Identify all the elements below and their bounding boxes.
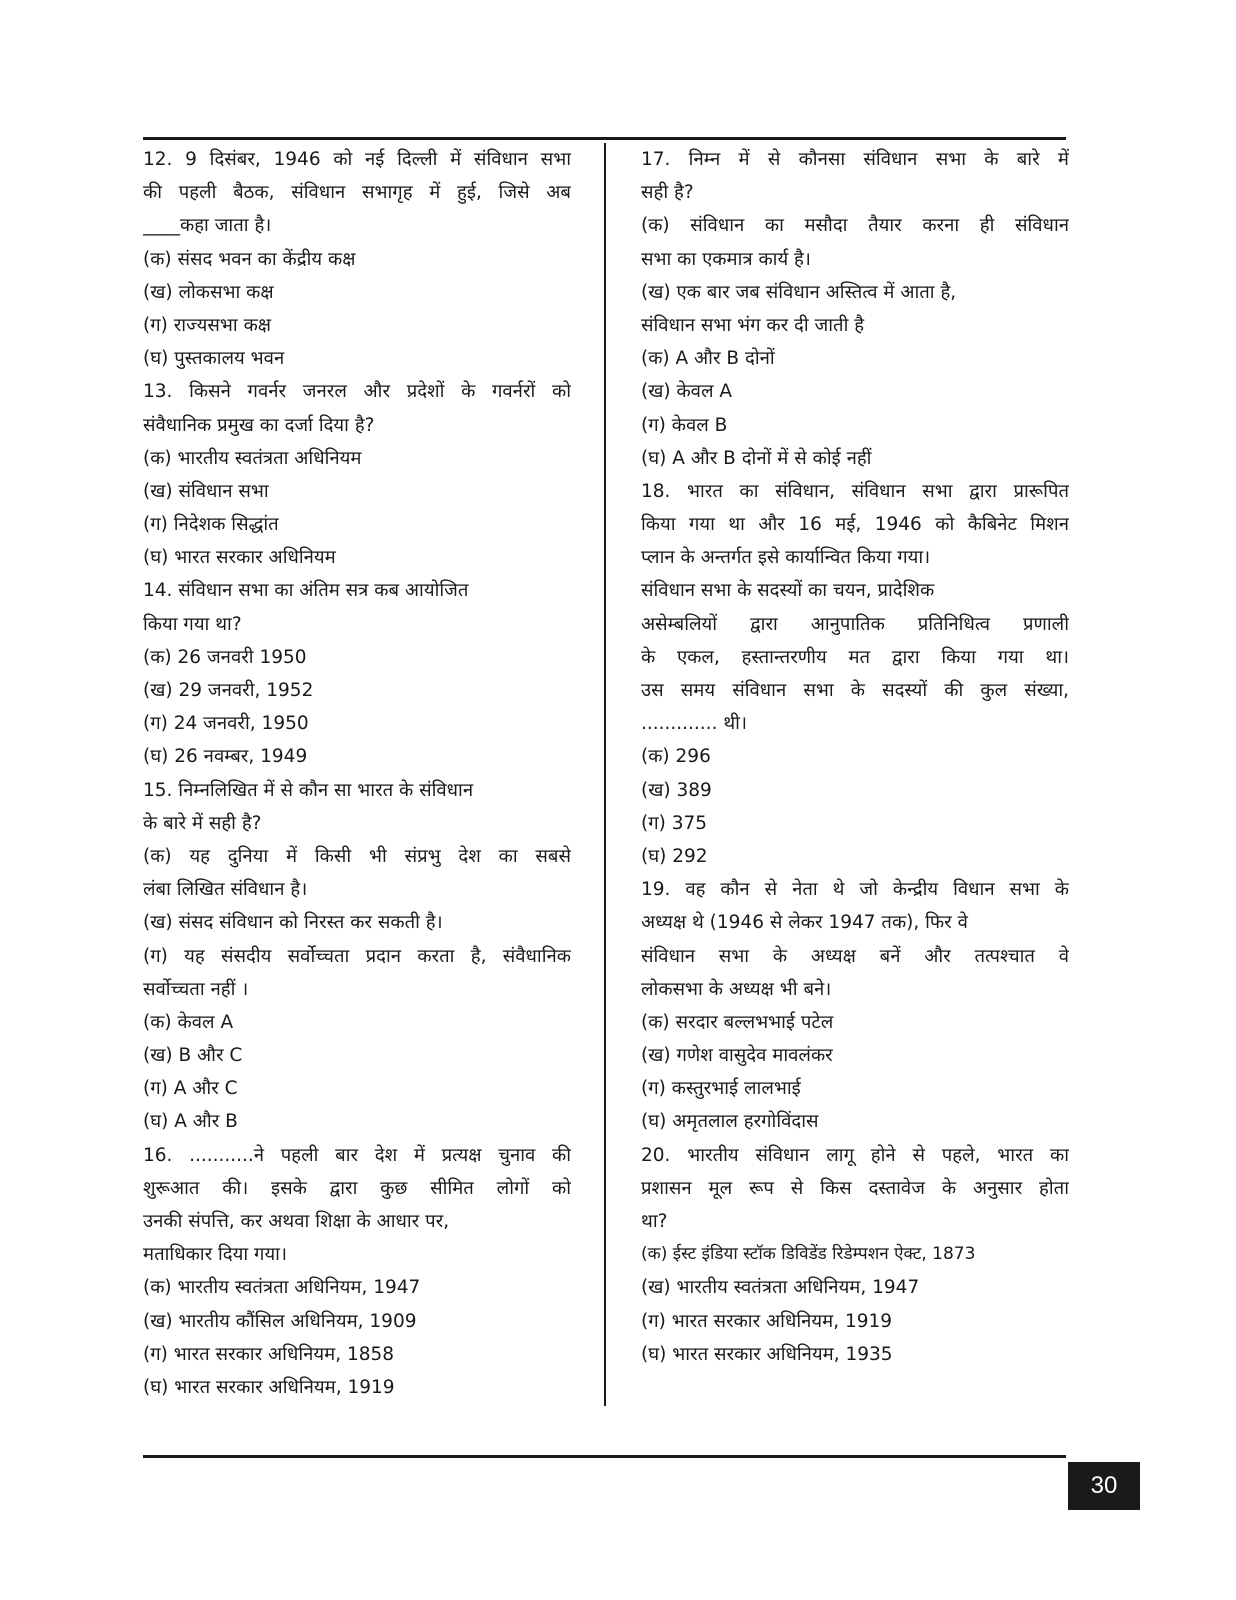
- option-line: (ग) राज्यसभा कक्ष: [143, 314, 272, 336]
- option-line: (ख) भारतीय स्वतंत्रता अधिनियम, 1947: [641, 1277, 920, 1299]
- option-line: (घ) 292: [641, 845, 708, 867]
- text-line: संवैधानिक प्रमुख का दर्जा दिया है?: [143, 414, 375, 436]
- text-line: प्रशासन मूल रूप से किस दस्तावेज के अनुसार होता: [641, 1177, 1069, 1199]
- text-line: किया गया था और 16 मई, 1946 को कैबिनेट मिशन: [641, 514, 1069, 536]
- text-line: शुरूआत की। इसके द्वारा कुछ सीमित लोगों को: [143, 1177, 571, 1199]
- text-line: संविधान सभा के अध्यक्ष बनें और तत्पश्चात वे: [641, 945, 1069, 967]
- option-line: (ग) 24 जनवरी, 1950: [143, 713, 309, 735]
- option-line: (क) भारतीय स्वतंत्रता अधिनियम: [143, 447, 362, 469]
- option-line: (क) 296: [641, 746, 711, 768]
- option-line: (ख) गणेश वासुदेव मावलंकर: [641, 1045, 833, 1067]
- text-line: प्लान के अन्तर्गत इसे कार्यान्वित किया गया।: [641, 547, 931, 569]
- text-line: लंबा लिखित संविधान है।: [143, 879, 308, 901]
- text-line: की पहली बैठक, संविधान सभागृह में हुई, जिसे अब: [143, 182, 571, 204]
- option-line: (घ) अमृतलाल हरगोविंदास: [641, 1111, 819, 1133]
- text-line: लोकसभा के अध्यक्ष भी बने।: [641, 978, 832, 1000]
- option-line: (ख) संविधान सभा: [143, 480, 269, 502]
- option-line: (क) भारतीय स्वतंत्रता अधिनियम, 1947: [143, 1277, 421, 1299]
- text-line: (ग) यह संसदीय सर्वोच्चता प्रदान करता है, संवैधानिक: [143, 945, 571, 967]
- text-line: सही है?: [641, 182, 694, 204]
- option-line: (घ) भारत सरकार अधिनियम, 1935: [641, 1343, 893, 1365]
- option-line: (घ) 26 नवम्बर, 1949: [143, 746, 308, 768]
- option-line: (ख) 389: [641, 779, 712, 801]
- option-line: (ग) A और C: [143, 1078, 238, 1100]
- column-divider: [604, 143, 606, 1406]
- text-line: असेम्बलियों द्वारा आनुपातिक प्रतिनिधित्व प्रणाली: [641, 613, 1069, 635]
- text-line: ____कहा जाता है।: [143, 215, 272, 237]
- text-line: उनकी संपत्ति, कर अथवा शिक्षा के आधार पर,: [143, 1211, 450, 1232]
- option-line: (क) 26 जनवरी 1950: [143, 646, 307, 668]
- text-line: 18. भारत का संविधान, संविधान सभा द्वारा प्रारूपित: [641, 480, 1069, 502]
- text-line: (क) संविधान का मसौदा तैयार करना ही संविधान: [641, 215, 1069, 237]
- option-line: (ख) भारतीय कौंसिल अधिनियम, 1909: [143, 1310, 417, 1332]
- left-column: [143, 143, 571, 1404]
- option-line: (ग) 375: [641, 812, 708, 834]
- text-line: ............. थी।: [641, 713, 747, 735]
- page-number: 30: [1068, 1462, 1140, 1510]
- option-line: (घ) A और B: [143, 1111, 238, 1133]
- text-line: संविधान सभा के सदस्यों का चयन, प्रादेशिक: [641, 580, 935, 602]
- option-line: (ग) भारत सरकार अधिनियम, 1919: [641, 1310, 893, 1332]
- option-line: (क) केवल A: [143, 1011, 234, 1033]
- text-line: 14. संविधान सभा का अंतिम सत्र कब आयोजित: [143, 580, 469, 602]
- text-line: सर्वोच्चता नहीं ।: [143, 978, 249, 1000]
- option-line: (घ) A और B दोनों में से कोई नहीं: [641, 447, 872, 469]
- text-line: मताधिकार दिया गया।: [143, 1244, 287, 1266]
- text-line: के बारे में सही है?: [143, 812, 262, 834]
- option-line: (ख) 29 जनवरी, 1952: [143, 680, 314, 701]
- text-line: 19. वह कौन से नेता थे जो केन्द्रीय विधान सभा के: [641, 879, 1069, 901]
- option-line: (घ) भारत सरकार अधिनियम: [143, 547, 336, 569]
- option-line: (घ) पुस्तकालय भवन: [143, 348, 285, 370]
- option-line: (ग) केवल B: [641, 414, 728, 436]
- option-line: (क) ईस्ट इंडिया स्टॉक डिविडेंड रिडेम्पशन ऐक्ट, 1873: [641, 1244, 976, 1265]
- top-rule: [143, 137, 1066, 140]
- option-line: (क) संसद भवन का केंद्रीय कक्ष: [143, 248, 356, 270]
- text-line: संविधान सभा भंग कर दी जाती है: [641, 314, 865, 336]
- right-column: [641, 143, 1069, 1371]
- text-line: 15. निम्नलिखित में से कौन सा भारत के संविधान: [143, 779, 474, 801]
- text-line: (क) यह दुनिया में किसी भी संप्रभु देश का सबसे: [143, 845, 571, 867]
- text-line: उस समय संविधान सभा के सदस्यों की कुल संख्या,: [641, 680, 1069, 701]
- text-line: सभा का एकमात्र कार्य है।: [641, 248, 811, 270]
- text-line: 12. 9 दिसंबर, 1946 को नई दिल्ली में संविधान सभा: [143, 149, 571, 170]
- text-line: 13. किसने गवर्नर जनरल और प्रदेशों के गवर्नरों को: [143, 381, 571, 403]
- bottom-rule: [143, 1455, 1066, 1458]
- text-line: अध्यक्ष थे (1946 से लेकर 1947 तक), फिर वे: [641, 912, 968, 934]
- option-line: (ग) कस्तुरभाई लालभाई: [641, 1078, 801, 1100]
- text-line: के एकल, हस्तान्तरणीय मत द्वारा किया गया था।: [641, 646, 1069, 668]
- option-line: (क) सरदार बल्लभभाई पटेल: [641, 1011, 834, 1033]
- option-line: (घ) भारत सरकार अधिनियम, 1919: [143, 1376, 395, 1398]
- option-line: (ग) निदेशक सिद्धांत: [143, 514, 279, 536]
- option-line: (ख) B और C: [143, 1045, 243, 1067]
- text-line: (ख) एक बार जब संविधान अस्तित्व में आता है,: [641, 281, 957, 303]
- option-line: (ख) लोकसभा कक्ष: [143, 281, 274, 303]
- text-line: 16. ...........ने पहली बार देश में प्रत्यक्ष चुनाव की: [143, 1144, 571, 1166]
- text-line: 17. निम्न में से कौनसा संविधान सभा के बारे में: [641, 149, 1069, 170]
- option-line: (क) A और B दोनों: [641, 348, 775, 370]
- option-line: (ख) केवल A: [641, 381, 733, 403]
- text-line: था?: [641, 1211, 668, 1232]
- text-line: 20. भारतीय संविधान लागू होने से पहले, भारत का: [641, 1144, 1069, 1166]
- text-line: किया गया था?: [143, 613, 242, 635]
- option-line: (ख) संसद संविधान को निरस्त कर सकती है।: [143, 912, 443, 934]
- option-line: (ग) भारत सरकार अधिनियम, 1858: [143, 1343, 395, 1365]
